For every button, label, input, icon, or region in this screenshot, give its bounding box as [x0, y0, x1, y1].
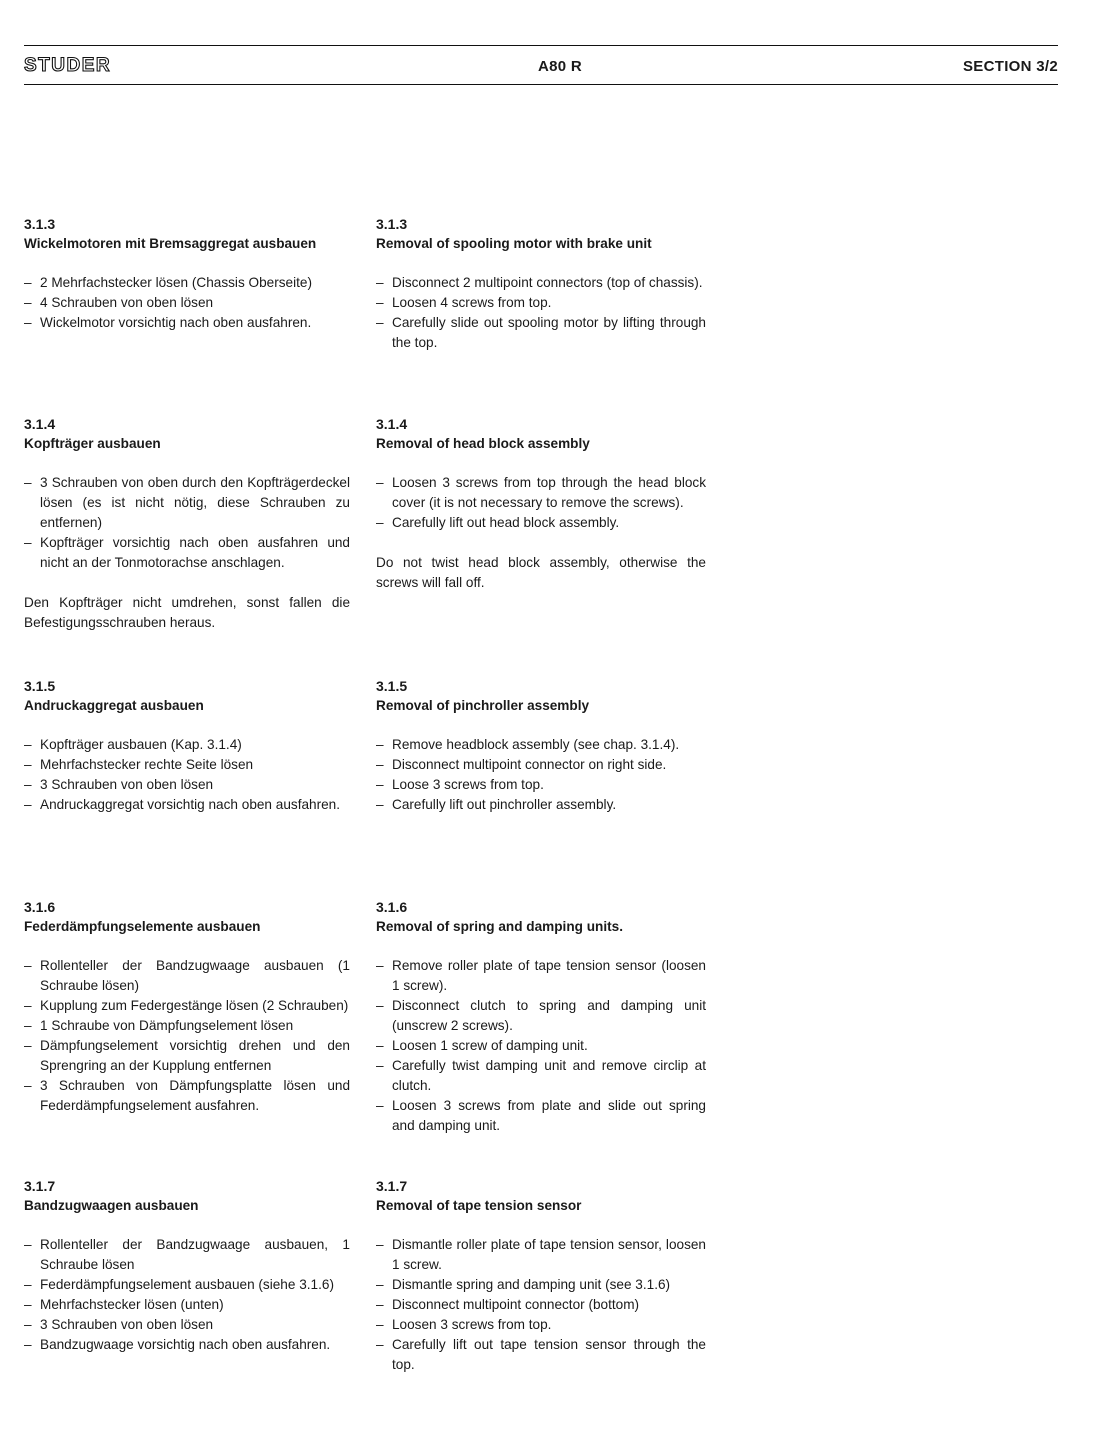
header-rule-top	[24, 45, 1058, 46]
step-item: – 2 Mehrfachstecker lösen (Chassis Oberseite)	[24, 273, 350, 293]
step-list	[24, 473, 350, 573]
section-title: Removal of pinchroller assembly	[376, 698, 590, 713]
step-item: – Federdämpfungselement ausbauen (siehe 3.1.6)	[24, 1275, 350, 1295]
step-list	[24, 735, 350, 815]
step-item: – Rollenteller der Bandzugwaage ausbauen (1 Schraube lösen)	[24, 956, 350, 996]
section-note: Do not twist head block assembly, otherwise the screws will fall off.	[376, 555, 706, 590]
section-number: 3.1.5	[376, 678, 408, 694]
section-title: Removal of head block assembly	[376, 436, 590, 451]
section-title: Removal of spring and damping units.	[376, 919, 623, 934]
step-item: – Loosen 3 screws from top through the head block cover (it is not necessary to remove the screws).	[376, 473, 706, 513]
step-item: – Dismantle roller plate of tape tension sensor, loosen 1 screw.	[376, 1235, 706, 1275]
step-item: – Kopfträger vorsichtig nach oben ausfahren und nicht an der Tonmotorachse anschlagen.	[24, 533, 350, 573]
step-list	[24, 273, 350, 333]
step-item: – 3 Schrauben von oben lösen	[24, 1315, 350, 1335]
step-item: – 3 Schrauben von oben durch den Kopfträgerdeckel lösen (es ist nicht nötig, diese Schrauben zu entfernen)	[24, 473, 350, 533]
step-item: – Kupplung zum Federgestänge lösen (2 Schrauben)	[24, 996, 350, 1016]
section-number: 3.1.4	[24, 416, 56, 432]
step-item: – Remove headblock assembly (see chap. 3.1.4).	[376, 735, 706, 755]
step-list	[24, 956, 350, 1116]
section-title: Wickelmotoren mit Bremsaggregat ausbauen	[24, 236, 317, 251]
section-title: Andruckaggregat ausbauen	[24, 698, 204, 713]
section-block-3-1-4-en	[376, 414, 706, 593]
section-number: 3.1.7	[376, 1178, 408, 1194]
step-item: – Mehrfachstecker rechte Seite lösen	[24, 755, 350, 775]
step-item: – Disconnect multipoint connector (bottom)	[376, 1295, 706, 1315]
section-number: 3.1.7	[24, 1178, 56, 1194]
step-item: – Kopfträger ausbauen (Kap. 3.1.4)	[24, 735, 350, 755]
section-number: 3.1.4	[376, 416, 408, 432]
section-block-3-1-7-de	[24, 1176, 350, 1355]
step-item: – Loose 3 screws from top.	[376, 775, 706, 795]
step-list	[376, 473, 706, 533]
step-item: – 3 Schrauben von Dämpfungsplatte lösen und Federdämpfungselement ausfahren.	[24, 1076, 350, 1116]
section-number: 3.1.6	[376, 899, 408, 915]
step-item: – Carefully lift out tape tension sensor through the top.	[376, 1335, 706, 1375]
step-item: – Remove roller plate of tape tension sensor (loosen 1 screw).	[376, 956, 706, 996]
step-item: – Dismantle spring and damping unit (see 3.1.6)	[376, 1275, 706, 1295]
section-block-3-1-6-en	[376, 897, 706, 1136]
section-block-3-1-3-de	[24, 214, 350, 333]
step-item: – Dämpfungselement vorsichtig drehen und den Sprengring an der Kupplung entfernen	[24, 1036, 350, 1076]
step-list	[24, 1235, 350, 1355]
step-item: – Wickelmotor vorsichtig nach oben ausfahren.	[24, 313, 350, 333]
step-item: – 4 Schrauben von oben lösen	[24, 293, 350, 313]
step-item: – Loosen 4 screws from top.	[376, 293, 706, 313]
step-item: – Carefully lift out head block assembly.	[376, 513, 706, 533]
section-block-3-1-5-de	[24, 676, 350, 815]
step-item: – Loosen 1 screw of damping unit.	[376, 1036, 706, 1056]
section-label: SECTION 3/2	[963, 58, 1058, 75]
step-item: – Andruckaggregat vorsichtig nach oben ausfahren.	[24, 795, 350, 815]
section-number: 3.1.3	[376, 216, 408, 232]
step-item: – Bandzugwaage vorsichtig nach oben ausfahren.	[24, 1335, 350, 1355]
step-item: – Disconnect clutch to spring and damping unit (unscrew 2 screws).	[376, 996, 706, 1036]
section-title: Bandzugwaagen ausbauen	[24, 1198, 199, 1213]
section-block-3-1-4-de	[24, 414, 350, 633]
step-item: – Loosen 3 screws from top.	[376, 1315, 706, 1335]
step-item: – Disconnect 2 multipoint connectors (top of chassis).	[376, 273, 706, 293]
header-rule-bottom	[24, 84, 1058, 85]
section-block-3-1-5-en	[376, 676, 706, 815]
step-item: – Carefully twist damping unit and remove circlip at clutch.	[376, 1056, 706, 1096]
section-title: Removal of tape tension sensor	[376, 1198, 582, 1213]
step-item: – Carefully lift out pinchroller assembly.	[376, 795, 706, 815]
step-item: – Loosen 3 screws from plate and slide out spring and damping unit.	[376, 1096, 706, 1136]
section-number: 3.1.6	[24, 899, 56, 915]
step-list	[376, 735, 706, 815]
section-block-3-1-3-en	[376, 214, 706, 353]
step-list	[376, 1235, 706, 1375]
studer-logo: STUDER	[24, 55, 112, 76]
model-title: A80 R	[537, 58, 583, 75]
section-title: Removal of spooling motor with brake unit	[376, 236, 652, 251]
step-list	[376, 273, 706, 353]
step-list	[376, 956, 706, 1136]
step-item: – Carefully slide out spooling motor by lifting through the top.	[376, 313, 706, 353]
step-item: – Rollenteller der Bandzugwaage ausbauen, 1 Schraube lösen	[24, 1235, 350, 1275]
step-item: – Mehrfachstecker lösen (unten)	[24, 1295, 350, 1315]
section-block-3-1-7-en	[376, 1176, 706, 1375]
section-title: Federdämpfungselemente ausbauen	[24, 919, 261, 934]
section-number: 3.1.5	[24, 678, 56, 694]
section-number: 3.1.3	[24, 216, 56, 232]
section-block-3-1-6-de	[24, 897, 350, 1116]
section-title: Kopfträger ausbauen	[24, 436, 161, 451]
step-item: – 3 Schrauben von oben lösen	[24, 775, 350, 795]
section-note: Den Kopfträger nicht umdrehen, sonst fallen die Befestigungsschrauben heraus.	[24, 595, 350, 630]
step-item: – Disconnect multipoint connector on right side.	[376, 755, 706, 775]
step-item: – 1 Schraube von Dämpfungselement lösen	[24, 1016, 350, 1036]
